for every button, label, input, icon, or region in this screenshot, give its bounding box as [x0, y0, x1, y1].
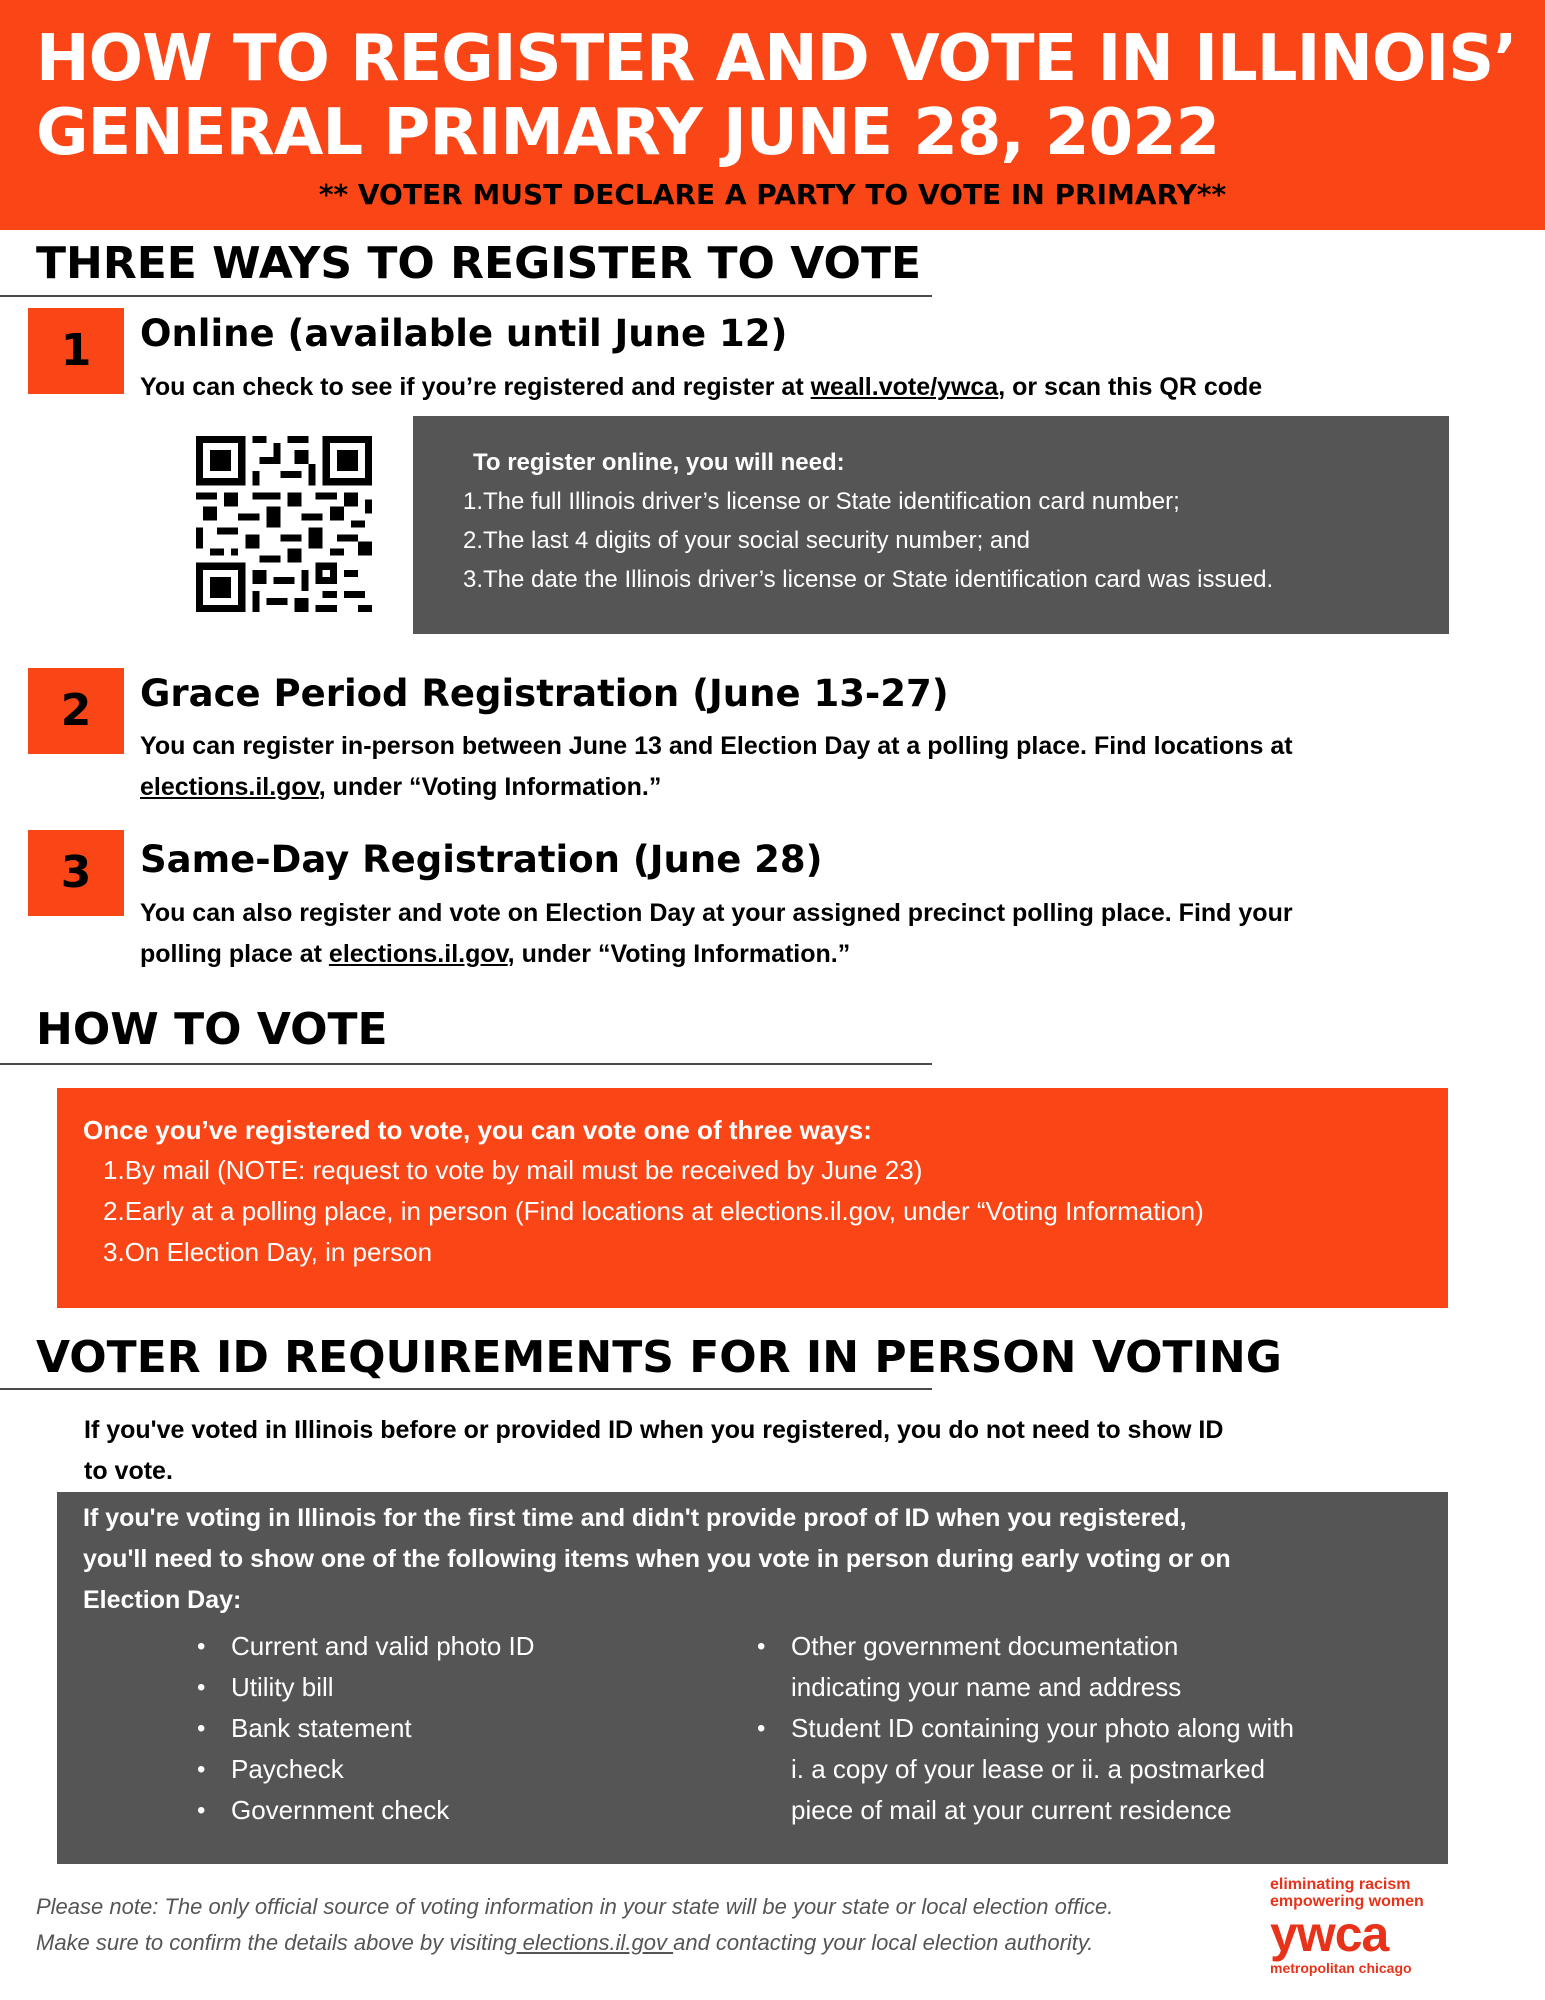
list-item: 1.The full Illinois driver’s license or State identification card number; — [463, 488, 1180, 515]
returning-voter-note: If you've voted in Illinois before or provided ID when you registered, you do not need to show ID to vote. — [84, 1416, 1224, 1485]
step-number-1: 1 — [28, 308, 124, 394]
how-to-vote-label: Once you’ve registered to vote, you can vote one of three ways: — [83, 1115, 872, 1145]
title-line-2: GENERAL PRIMARY JUNE 28, 2022 — [36, 96, 1220, 170]
weall-vote-link[interactable]: weall.vote/ywca — [810, 373, 999, 401]
online-requirements-list — [463, 482, 1419, 599]
register-section-heading: THREE WAYS TO REGISTER TO VOTE — [36, 238, 922, 289]
list-item: • Government check — [197, 1795, 450, 1825]
party-declaration-notice: ** VOTER MUST DECLARE A PARTY TO VOTE IN PRIMARY** — [318, 178, 1227, 211]
id-items-left — [197, 1626, 535, 1831]
step-title-grace-period: Grace Period Registration (June 13-27) — [140, 672, 949, 715]
section-divider — [0, 295, 932, 297]
disclaimer-note: Please note: The only official source of voting information in your state will be your state or local election office. Make sure to confirm the details above by visiting elections.il.gov and contacting your local election authority. — [36, 1894, 1114, 1955]
list-item: 3.The date the Illinois driver’s license or State identification card was issued. — [463, 566, 1274, 593]
list-item: • Student ID containing your photo along with i. a copy of your lease or ii. a postmarked piece of mail at your current residence — [757, 1713, 1295, 1825]
vote-methods-list — [83, 1150, 1422, 1273]
elections-link[interactable]: elections.il.gov — [516, 1930, 674, 1955]
online-requirements-box — [413, 416, 1449, 634]
voter-id-heading: VOTER ID REQUIREMENTS FOR IN PERSON VOTING — [36, 1332, 1282, 1383]
list-item: • Bank statement — [197, 1713, 412, 1743]
title-line-1: HOW TO REGISTER AND VOTE IN ILLINOIS’ — [36, 22, 1517, 96]
elections-link[interactable]: elections.il.gov — [140, 773, 319, 801]
page-title — [36, 22, 1536, 170]
list-item: 3.On Election Day, in person — [103, 1237, 433, 1267]
first-time-voter-box: If you're voting in Illinois for the first time and didn't provide proof of ID when you registered, you'll need to show one of the following items when you vote in person during early voting or on Election Day: • Current and valid photo ID • Utility bill • Bank statement • Paycheck • Government check • Other government documentation indicating your name and address • Student ID containing your photo along with i. a copy of your lease or ii. a postmarked piece of mail at your current residence — [57, 1492, 1448, 1864]
elections-link[interactable]: elections.il.gov — [328, 940, 508, 968]
step-number-2: 2 — [28, 668, 124, 754]
list-item: 1.By mail (NOTE: request to vote by mail must be received by June 23) — [103, 1155, 923, 1185]
step-title-online: Online (available until June 12) — [140, 312, 788, 355]
section-divider — [0, 1063, 932, 1065]
step-text-online: You can check to see if you’re registered and register at weall.vote/ywca, or scan this QR code — [140, 373, 1263, 401]
step-number-3: 3 — [28, 830, 124, 916]
list-item: • Paycheck — [197, 1754, 344, 1784]
list-item: • Other government documentation indicating your name and address — [757, 1631, 1182, 1702]
section-divider — [0, 1388, 932, 1390]
qr-code-icon[interactable] — [196, 436, 372, 612]
id-items-right — [757, 1626, 1294, 1831]
step-text-same-day: You can also register and vote on Election Day at your assigned precinct polling place. Find your polling place at elections.il.gov, under “Voting Information.” — [140, 899, 1293, 968]
step-title-same-day: Same-Day Registration (June 28) — [140, 838, 823, 881]
step-text-grace-period: You can register in-person between June 13 and Election Day at a polling place. Find locations at elections.il.gov, under “Voting Information.” — [140, 732, 1293, 801]
list-item: • Current and valid photo ID — [197, 1631, 535, 1661]
how-to-vote-box — [57, 1088, 1448, 1308]
list-item: • Utility bill — [197, 1672, 334, 1702]
how-to-vote-heading: HOW TO VOTE — [36, 1004, 388, 1055]
list-item: 2.Early at a polling place, in person (Find locations at elections.il.gov, under “Voting Information) — [103, 1196, 1204, 1226]
list-item: 2.The last 4 digits of your social security number; and — [463, 527, 1030, 554]
ywca-logo: eliminating racism empowering women ywca metropolitan chicago — [1270, 1876, 1424, 1976]
online-requirements-label: To register online, you will need: — [473, 449, 845, 476]
